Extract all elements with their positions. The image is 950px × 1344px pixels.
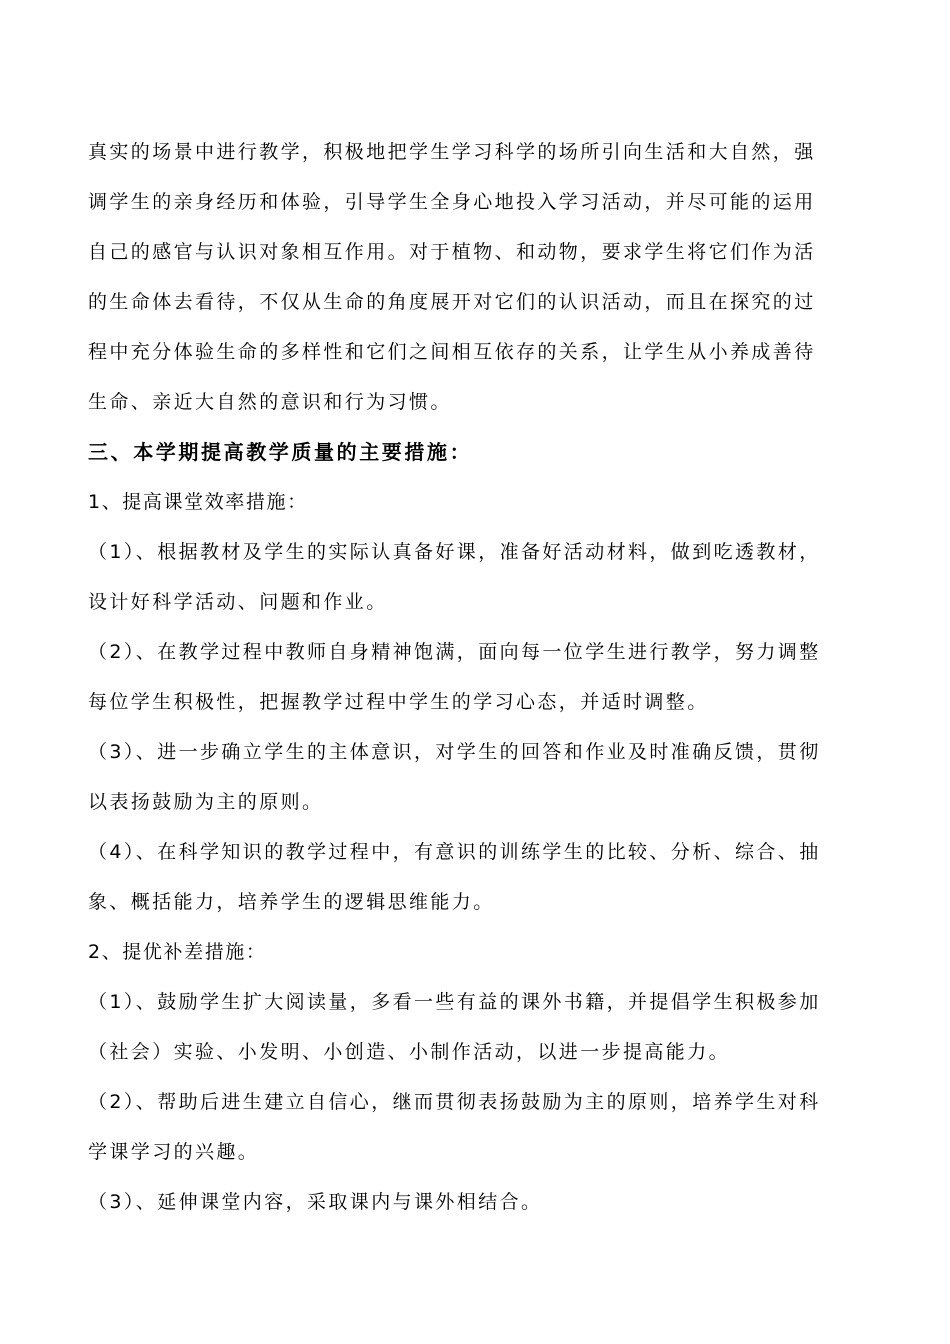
paragraph-line: 每位学生积极性，把握教学过程中学生的学习心态，并适时调整。 [88,691,709,713]
paragraph-line: （1）、鼓励学生扩大阅读量，多看一些有益的课外书籍，并提倡学生积极参加 [88,991,821,1013]
paragraph-line: 自己的感官与认识对象相互作用。对于植物、和动物，要求学生将它们作为活 [88,241,816,263]
paragraph-line: 生命、亲近大自然的意识和行为习惯。 [88,391,452,413]
paragraph-line: （社会）实验、小发明、小创造、小制作活动，以进一步提高能力。 [88,1041,731,1063]
subsection-title: 2、提优补差措施： [88,941,267,963]
paragraph-line: 学课学习的兴趣。 [88,1141,260,1163]
paragraph-line: （3）、进一步确立学生的主体意识，对学生的回答和作业及时准确反馈，贯彻 [88,741,821,763]
paragraph-line: 象、概括能力，培养学生的逻辑思维能力。 [88,891,495,913]
paragraph-line: （2）、帮助后进生建立自信心，继而贯彻表扬鼓励为主的原则，培养学生对科 [88,1091,821,1113]
paragraph-line: （4）、在科学知识的教学过程中，有意识的训练学生的比较、分析、综合、抽 [88,841,821,863]
paragraph-line: 的生命体去看待，不仅从生命的角度展开对它们的认识活动，而且在探究的过 [88,291,816,313]
subsection-title: 1、提高课堂效率措施： [88,491,308,513]
paragraph-line: 调学生的亲身经历和体验，引导学生全身心地投入学习活动，并尽可能的运用 [88,191,816,213]
paragraph-line: （2）、在教学过程中教师自身精神饱满，面向每一位学生进行教学，努力调整 [88,641,821,663]
paragraph-line: （3）、延伸课堂内容，采取课内与课外相结合。 [88,1191,543,1213]
paragraph-line: 真实的场景中进行教学，积极地把学生学习科学的场所引向生活和大自然，强 [88,141,816,163]
paragraph-line: 程中充分体验生命的多样性和它们之间相互依存的关系，让学生从小养成善待 [88,341,816,363]
section-heading: 三、本学期提高教学质量的主要措施： [88,440,473,464]
paragraph-line: 以表扬鼓励为主的原则。 [88,791,324,813]
paragraph-line: （1）、根据教材及学生的实际认真备好课，准备好活动材料，做到吃透教材， [88,541,821,563]
paragraph-line: 设计好科学活动、问题和作业。 [88,591,388,613]
